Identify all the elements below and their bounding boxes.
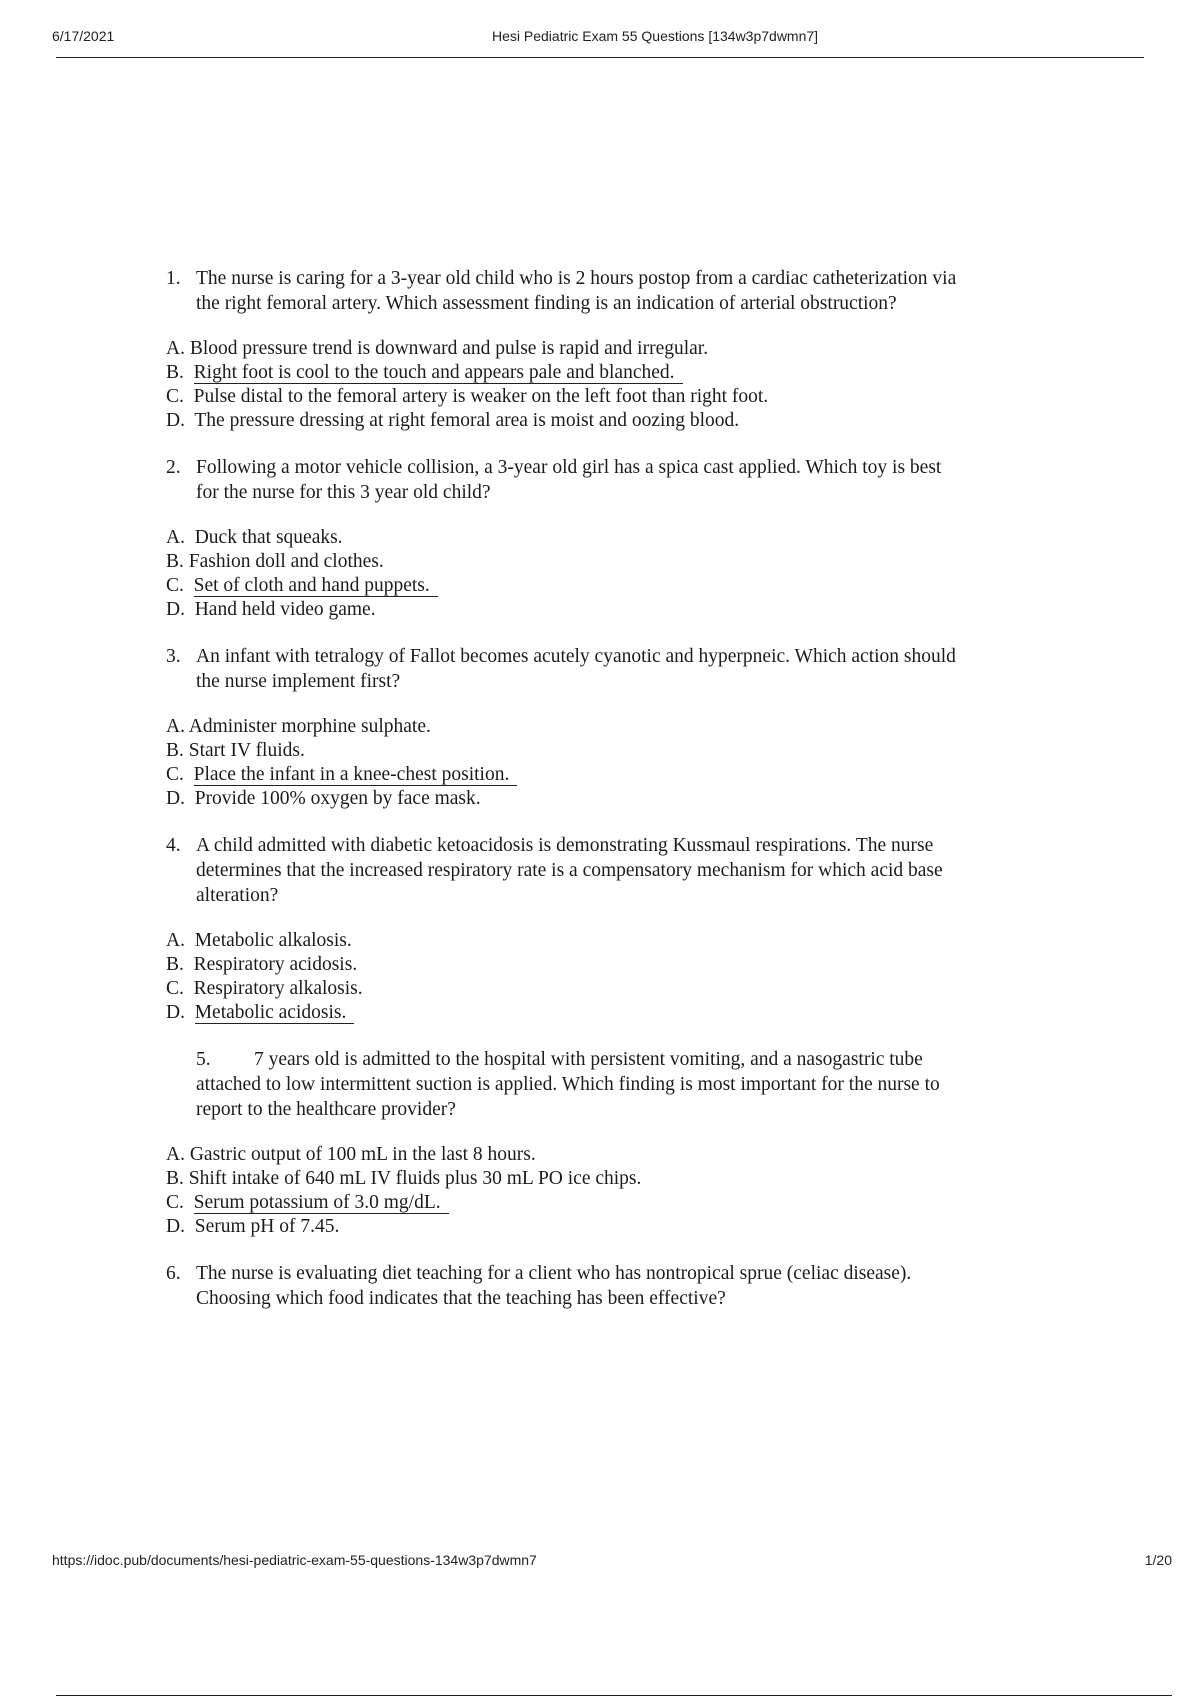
option [166, 384, 1200, 408]
question-4 [166, 833, 966, 908]
option [166, 952, 1200, 976]
option-text: Duck that squeaks. [194, 527, 343, 548]
option [166, 1166, 1200, 1190]
option-text: Fashion doll and clothes. [188, 551, 384, 572]
option [166, 976, 1200, 1000]
question-1 [166, 266, 966, 316]
question-2-options [166, 525, 1200, 621]
option [166, 525, 1200, 549]
question-4-options [166, 928, 1200, 1024]
option-letter: A. [166, 338, 185, 359]
question-number: 6. [166, 1263, 181, 1284]
option-text: Right foot is cool to the touch and appears pale and blanched. [194, 362, 683, 384]
option-letter: B. [166, 740, 184, 761]
option-correct [166, 762, 1200, 786]
header-title: Hesi Pediatric Exam 55 Questions [134w3p7dwmn7] [492, 28, 819, 44]
option-letter: D. [166, 788, 185, 809]
option-letter: C. [166, 1192, 184, 1213]
option-text: Hand held video game. [194, 599, 376, 620]
option-correct [166, 1190, 1200, 1214]
option [166, 336, 1200, 360]
question-text: The nurse is evaluating diet teaching for a client who has nontropical sprue (celiac disease). Choosing which food indicates that the teaching has been effective? [196, 1263, 912, 1309]
option-letter: C. [166, 978, 184, 999]
question-text: A child admitted with diabetic ketoacidosis is demonstrating Kussmaul respirations. The nurse determines that the increased respiratory rate is a compensatory mechanism for which acid base alteration? [196, 835, 943, 906]
header-date: 6/17/2021 [52, 28, 115, 44]
option-text: Metabolic acidosis. [195, 1002, 355, 1024]
option-text: Pulse distal to the femoral artery is weaker on the left foot than right foot. [193, 386, 769, 407]
question-1-options [166, 336, 1200, 432]
footer-url: https://idoc.pub/documents/hesi-pediatric-exam-55-questions-134w3p7dwmn7 [52, 1552, 537, 1568]
question-text: Following a motor vehicle collision, a 3-year old girl has a spica cast applied. Which toy is best for the nurse for this 3 year old child? [196, 457, 942, 503]
option-text: Respiratory alkalosis. [193, 978, 363, 999]
option-text: Set of cloth and hand puppets. [194, 575, 438, 597]
question-number: 4. [166, 835, 181, 856]
footer-divider [56, 1695, 1172, 1696]
option-letter: A. [166, 527, 185, 548]
page-header [52, 28, 1144, 48]
option-text: Metabolic alkalosis. [194, 930, 352, 951]
option-letter: A. [166, 1144, 185, 1165]
option-correct [166, 360, 1200, 384]
option [166, 786, 1200, 810]
option-letter: D. [166, 1216, 185, 1237]
header-divider [56, 57, 1144, 58]
question-text: The nurse is caring for a 3-year old child who is 2 hours postop from a cardiac catheterization via the right femoral artery. Which assessment finding is an indication of arterial obstruction? [196, 268, 957, 314]
option-correct [166, 573, 1200, 597]
option-text: Shift intake of 640 mL IV fluids plus 30 mL PO ice chips. [188, 1168, 642, 1189]
option [166, 1142, 1200, 1166]
option-letter: A. [166, 716, 185, 737]
option-letter: C. [166, 386, 184, 407]
option-text: Administer morphine sulphate. [188, 716, 431, 737]
question-3-options [166, 714, 1200, 810]
question-2 [166, 455, 966, 505]
option-letter: C. [166, 764, 184, 785]
option [166, 714, 1200, 738]
question-number: 5. [196, 1049, 211, 1070]
option-text: Start IV fluids. [188, 740, 305, 761]
option-text: Place the infant in a knee-chest position. [194, 764, 518, 786]
question-5 [166, 1047, 966, 1122]
option-text: Respiratory acidosis. [193, 954, 358, 975]
option [166, 597, 1200, 621]
option-letter: D. [166, 1002, 185, 1023]
option-letter: B. [166, 1168, 184, 1189]
option [166, 738, 1200, 762]
option [166, 1214, 1200, 1238]
option-text: Serum potassium of 3.0 mg/dL. [194, 1192, 449, 1214]
option-text: Provide 100% oxygen by face mask. [194, 788, 481, 809]
question-number: 1. [166, 268, 181, 289]
document-body [0, 266, 1200, 1311]
option-text: Gastric output of 100 mL in the last 8 hours. [189, 1144, 536, 1165]
option-letter: A. [166, 930, 185, 951]
option [166, 928, 1200, 952]
question-text: 7 years old is admitted to the hospital with persistent vomiting, and a nasogastric tube attached to low intermittent suction is applied. Which finding is most important for the nurse to report to the healthcare provider? [196, 1049, 940, 1120]
option-letter: B. [166, 362, 184, 383]
question-number: 3. [166, 646, 181, 667]
option-text: The pressure dressing at right femoral area is moist and oozing blood. [194, 410, 740, 431]
option-text: Blood pressure trend is downward and pulse is rapid and irregular. [189, 338, 709, 359]
option-letter: B. [166, 954, 184, 975]
option-letter: D. [166, 410, 185, 431]
footer-page-number: 1/20 [1144, 1552, 1172, 1568]
option-letter: B. [166, 551, 184, 572]
option-correct [166, 1000, 1200, 1024]
option [166, 549, 1200, 573]
question-5-options [166, 1142, 1200, 1238]
question-3 [166, 644, 966, 694]
question-number: 2. [166, 457, 181, 478]
option-text: Serum pH of 7.45. [194, 1216, 340, 1237]
question-6 [166, 1261, 966, 1311]
option-letter: D. [166, 599, 185, 620]
option-letter: C. [166, 575, 184, 596]
question-text: An infant with tetralogy of Fallot becomes acutely cyanotic and hyperpneic. Which action should the nurse implement first? [196, 646, 956, 692]
option [166, 408, 1200, 432]
